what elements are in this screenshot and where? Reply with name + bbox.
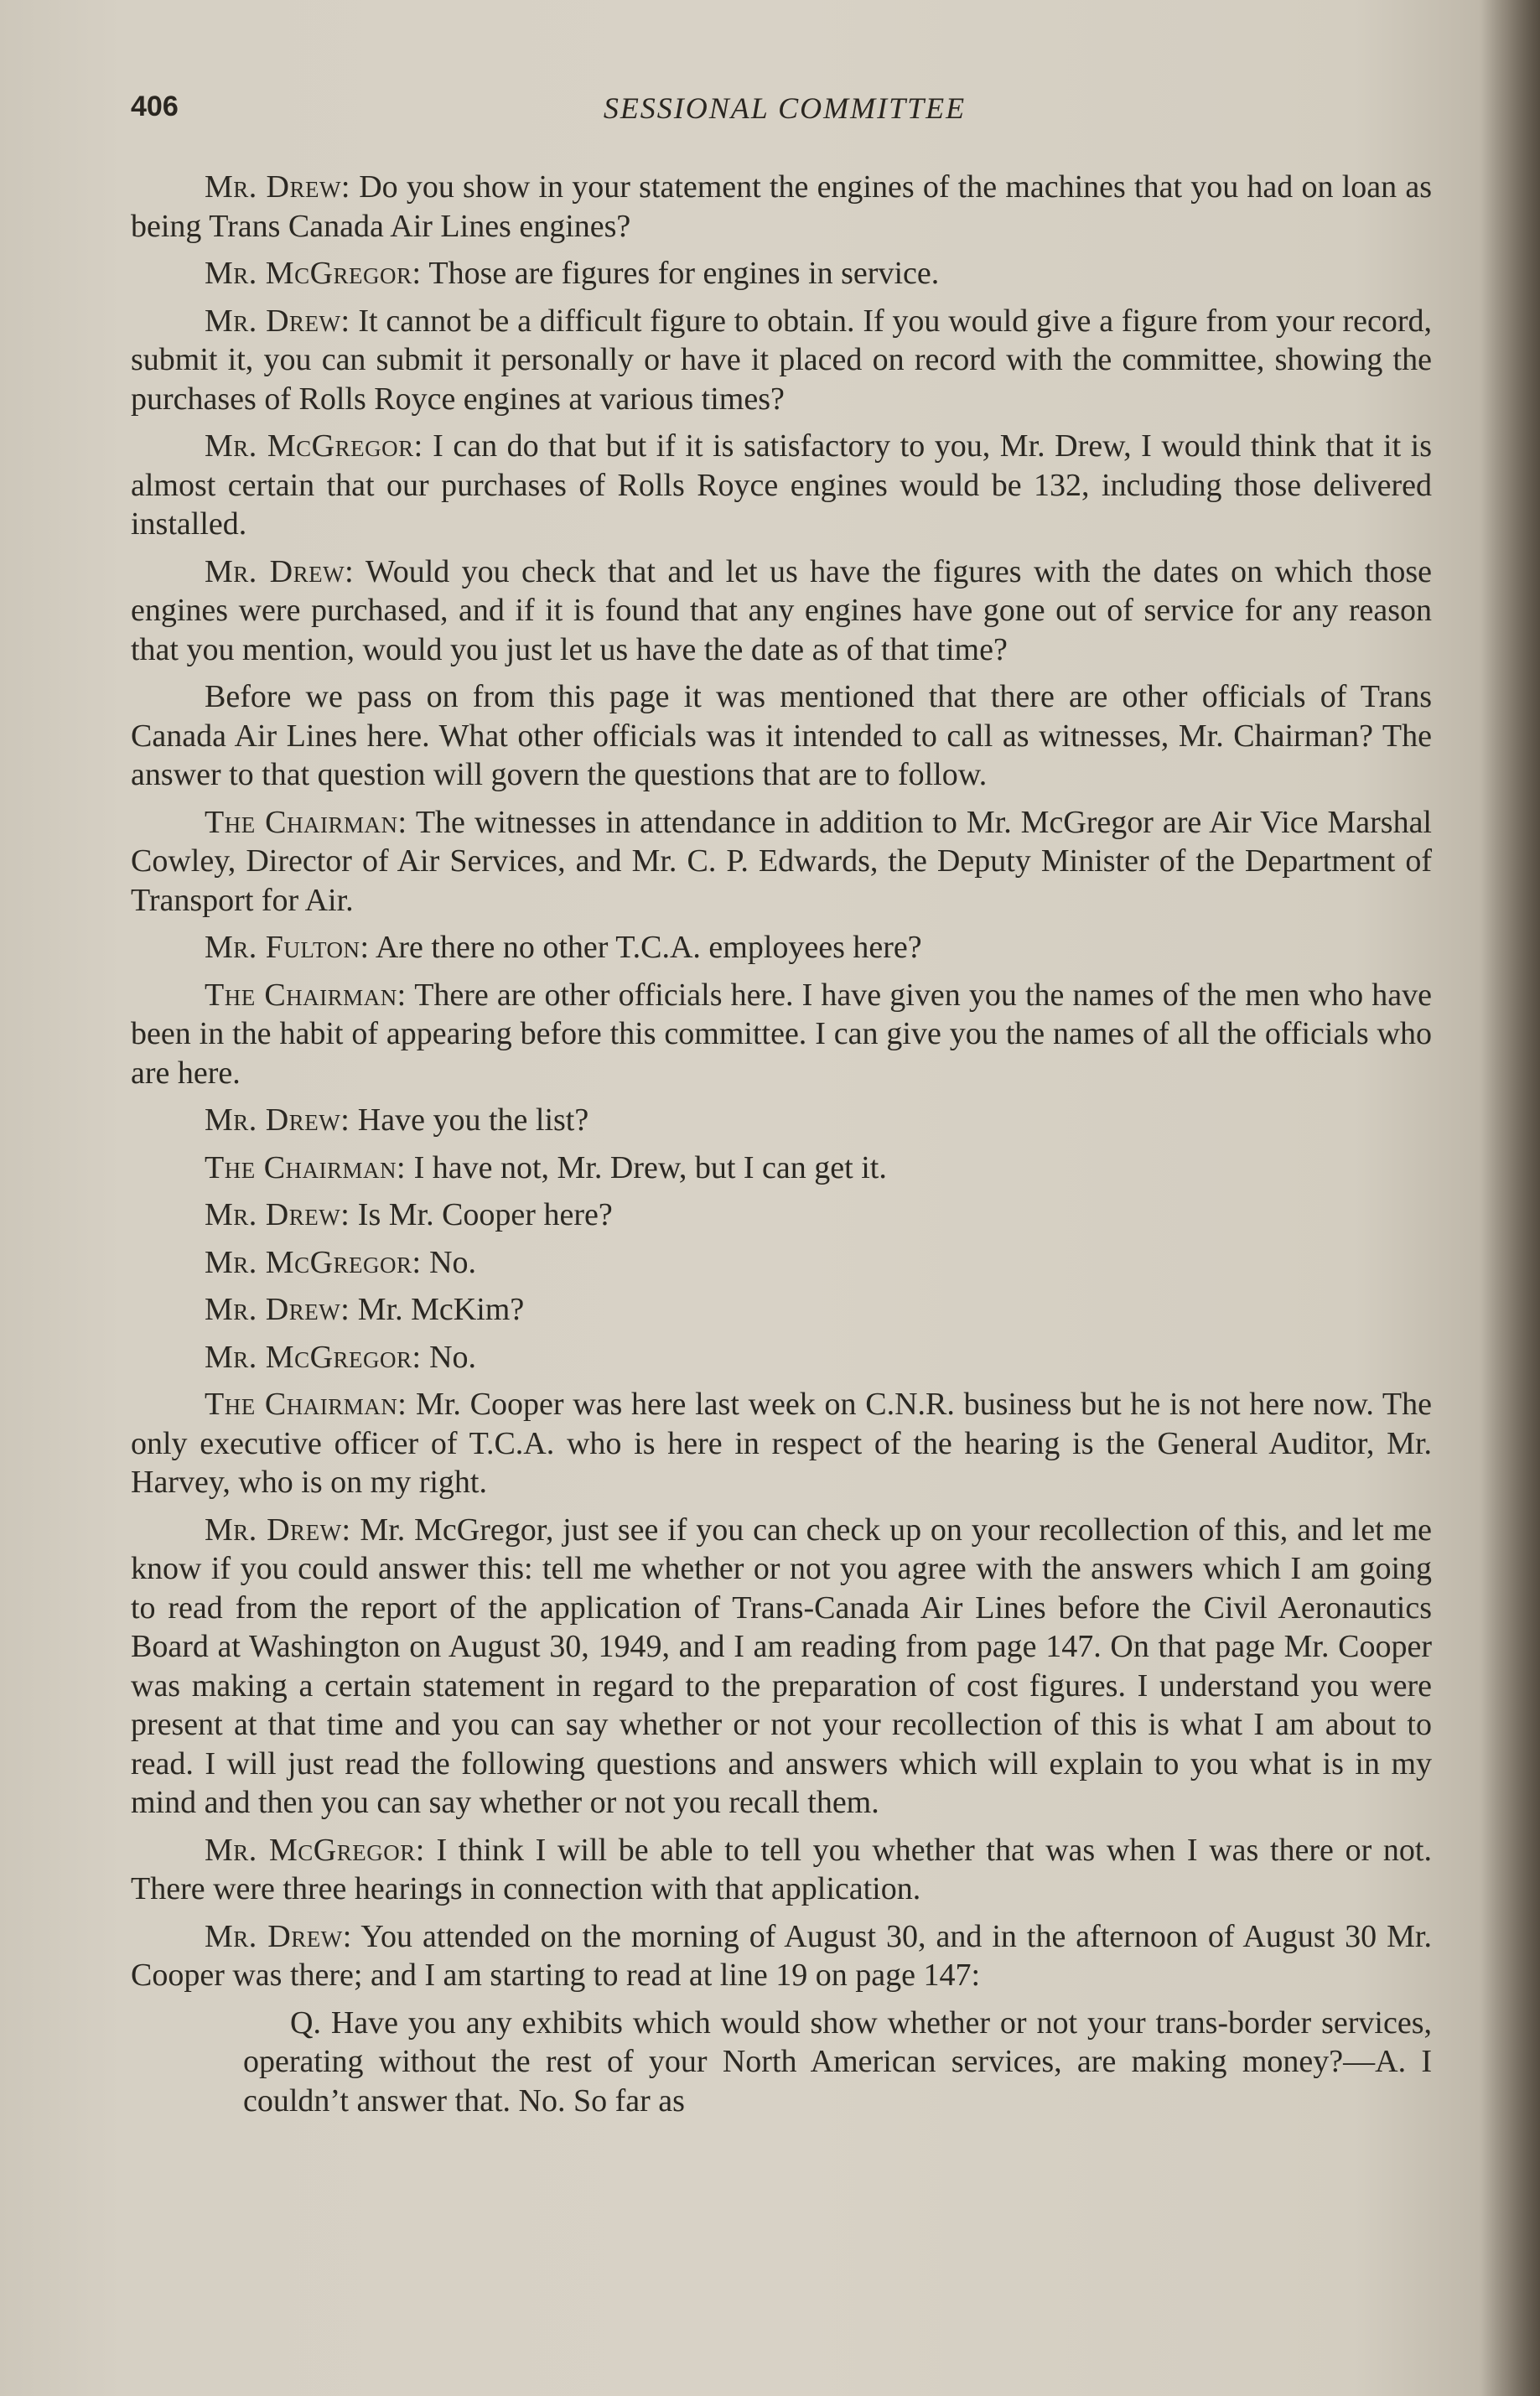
paragraph-text: The witnesses in attendance in addition to Mr. McGregor are Air Vice Marshal Cowley, Director of Air Services, and Mr. C. P. Edwards, the Deputy Minister of the Department of Transport for Air. <box>131 804 1432 918</box>
speaker-label: The Chairman: <box>205 977 407 1013</box>
paragraph <box>131 1338 1432 1377</box>
paragraph-text: Are there no other T.C.A. employees here? <box>369 930 922 965</box>
speaker-label: Mr. Drew: <box>205 1197 350 1232</box>
paragraph-text: Mr. McGregor, just see if you can check up on your recollection of this, and let me know if you could answer this: tell me whether or not you agree with the answers which I am going to read from the report of the application of Trans-Canada Air Lines before the Civil Aeronautics Board at Washington on August 30, 1949, and I am reading from page 147. On that page Mr. Cooper was making a certain statement in regard to the preparation of cost figures. I understand you were present at that time and you can say whether or not your recollection of this is what I am about to read. I will just read the following questions and answers which will explain to you what is in my mind and then you can say whether or not you recall them. <box>131 1512 1432 1820</box>
paragraph <box>131 928 1432 967</box>
paragraph <box>131 1385 1432 1502</box>
speaker-label: Mr. Fulton: <box>205 930 370 965</box>
paragraph-text: I think I will be able to tell you whether that was when I was there or not. There were three hearings in connection with that application. <box>131 1832 1432 1906</box>
paragraph <box>131 1243 1432 1283</box>
speaker-label: Mr. Drew: <box>205 553 355 589</box>
paragraph-text: Those are figures for engines in service. <box>421 256 940 291</box>
paragraph <box>131 677 1432 795</box>
speaker-label: The Chairman: <box>205 804 407 840</box>
paragraph <box>131 1831 1432 1909</box>
paragraph <box>131 254 1432 293</box>
speaker-label: Mr. Drew: <box>205 1292 350 1327</box>
speaker-label: Mr. McGregor: <box>205 1244 422 1280</box>
speaker-label: Mr. Drew: <box>205 1102 350 1138</box>
speaker-label: Mr. McGregor: <box>205 428 423 464</box>
paragraph-text: Do you show in your statement the engines of the machines that you had on loan as being Trans Canada Air Lines engines? <box>131 169 1432 244</box>
paragraph <box>131 552 1432 670</box>
paragraph <box>131 1511 1432 1823</box>
paragraph <box>131 1149 1432 1188</box>
speaker-label: The Chairman: <box>205 1149 407 1185</box>
paragraph-text: No. <box>421 1244 477 1280</box>
paragraph-text: Before we pass on from this page it was mentioned that there are other officials of Trans Canada Air Lines here. What other officials was it intended to call as witnesses, Mr. Chairman? The answer to that question will govern the questions that are to follow. <box>131 679 1432 792</box>
paragraph-text: You attended on the morning of August 30, and in the afternoon of August 30 Mr. Cooper was there; and I am starting to read at line 19 on page 147: <box>131 1918 1432 1993</box>
paragraph-text: I have not, Mr. Drew, but I can get it. <box>406 1149 887 1185</box>
quoted-testimony: Q. Have you any exhibits which would show whether or not your trans-border services, operating without the rest of your North American services, are making money?—A. I couldn’t answer that. No. So far as <box>243 2004 1432 2119</box>
speaker-label: Mr. Drew: <box>205 303 350 339</box>
paragraph-text: I can do that but if it is satisfactory to you, Mr. Drew, I would think that it is almost certain that our purchases of Rolls Royce engines would be 132, including those delivered installed. <box>131 428 1432 542</box>
speaker-label: Mr. Drew: <box>205 169 350 205</box>
paragraph-text: There are other officials here. I have given you the names of the men who have been in the habit of appearing before this committee. I can give you the names of all the officials who are here. <box>131 977 1432 1091</box>
paragraph <box>131 976 1432 1093</box>
paragraph <box>131 803 1432 921</box>
paragraph <box>131 427 1432 544</box>
paragraph-text: No. <box>421 1339 477 1375</box>
speaker-label: Mr. McGregor: <box>205 1832 425 1868</box>
paragraph-text: Is Mr. Cooper here? <box>350 1197 613 1232</box>
transcript-body <box>131 168 1432 2120</box>
running-head: SESSIONAL COMMITTEE <box>603 91 967 125</box>
paragraph <box>131 302 1432 419</box>
speaker-label: Mr. Drew: <box>205 1918 352 1954</box>
paragraph <box>131 1290 1432 1330</box>
paragraph <box>131 1917 1432 1995</box>
paragraph <box>131 1195 1432 1235</box>
paragraph-text: It cannot be a difficult figure to obtain. If you would give a figure from your record, submit it, you can submit it personally or have it placed on record with the committee, showing the purchases of Rolls Royce engines at various times? <box>131 303 1432 417</box>
speaker-label: The Chairman: <box>205 1387 407 1422</box>
page-header <box>131 91 1439 141</box>
paragraph-text: Would you check that and let us have the figures with the dates on which those engines were purchased, and if it is found that any engines have gone out of service for any reason that you mention, would you just let us have the date as of that time? <box>131 553 1432 667</box>
binding-edge-shadow <box>1481 0 1540 2396</box>
paragraph-text: Mr. Cooper was here last week on C.N.R. business but he is not here now. The only executive officer of T.C.A. who is here in respect of the hearing is the General Auditor, Mr. Harvey, who is on my right. <box>131 1387 1432 1500</box>
paragraph <box>131 1101 1432 1140</box>
paragraph-text: Mr. McKim? <box>350 1292 525 1327</box>
paragraph-text: Have you the list? <box>350 1102 589 1138</box>
speaker-label: Mr. Drew: <box>205 1512 351 1548</box>
page-number: 406 <box>131 91 179 122</box>
paragraph <box>131 168 1432 246</box>
speaker-label: Mr. McGregor: <box>205 1339 422 1375</box>
speaker-label: Mr. McGregor: <box>205 256 422 291</box>
